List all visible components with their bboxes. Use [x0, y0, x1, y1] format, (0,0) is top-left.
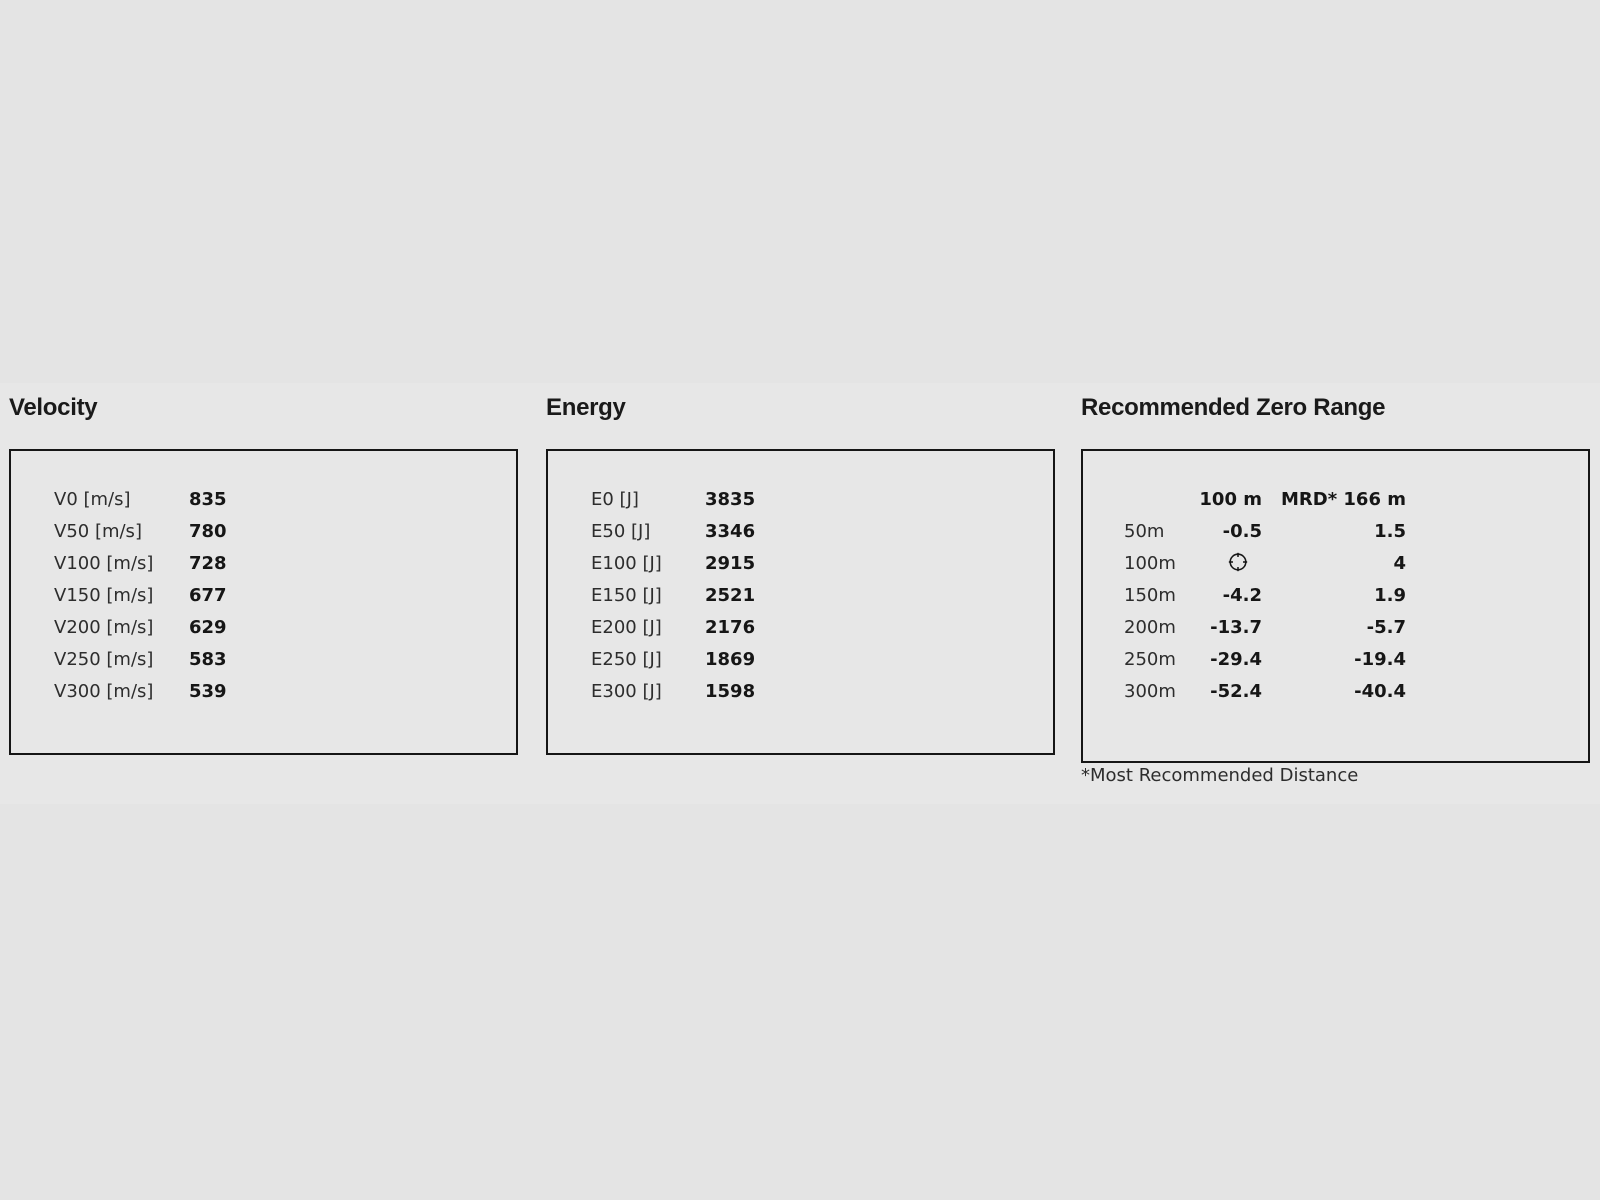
- row-value-mrd: 4: [1393, 552, 1406, 574]
- row-value: 2915: [705, 552, 756, 574]
- row-label: V300 [m/s]: [54, 680, 154, 702]
- row-label: E100 [J]: [591, 552, 662, 574]
- table-row: [548, 579, 1053, 611]
- table-row: [1083, 675, 1588, 707]
- row-value-100m: -4.2: [1222, 584, 1262, 606]
- table-row: [11, 643, 516, 675]
- row-label: V200 [m/s]: [54, 616, 154, 638]
- row-label: E300 [J]: [591, 680, 662, 702]
- table-row: [11, 547, 516, 579]
- table-row: [11, 611, 516, 643]
- row-label: E0 [J]: [591, 488, 639, 510]
- table-row: [1083, 611, 1588, 643]
- velocity-panel: [9, 383, 518, 804]
- row-value: 1869: [705, 648, 756, 670]
- row-label: 150m: [1124, 584, 1176, 606]
- row-value: 2176: [705, 616, 756, 638]
- velocity-table: [9, 449, 518, 755]
- row-value-100m: -29.4: [1210, 648, 1262, 670]
- row-label: 100m: [1124, 552, 1176, 574]
- table-row: [548, 515, 1053, 547]
- row-value: 3346: [705, 520, 756, 542]
- ballistics-section: [0, 383, 1600, 804]
- row-value: 2521: [705, 584, 756, 606]
- table-row: [548, 675, 1053, 707]
- table-row: [11, 579, 516, 611]
- zero-range-header-row: [1083, 483, 1588, 515]
- table-row: [1083, 643, 1588, 675]
- row-value: 539: [189, 680, 227, 702]
- reticle-icon: [1227, 551, 1249, 573]
- row-label: E50 [J]: [591, 520, 651, 542]
- row-label: V250 [m/s]: [54, 648, 154, 670]
- velocity-title: Velocity: [9, 394, 98, 421]
- column-header-mrd: MRD* 166 m: [1281, 488, 1406, 510]
- row-value-mrd: -5.7: [1366, 616, 1406, 638]
- energy-title: Energy: [546, 394, 626, 421]
- row-value-mrd: 1.9: [1374, 584, 1406, 606]
- row-label: E200 [J]: [591, 616, 662, 638]
- row-label: E250 [J]: [591, 648, 662, 670]
- table-row: [548, 611, 1053, 643]
- row-value-100m: [1194, 551, 1262, 575]
- row-value: 3835: [705, 488, 756, 510]
- row-label: 200m: [1124, 616, 1176, 638]
- row-label: E150 [J]: [591, 584, 662, 606]
- row-label: 50m: [1124, 520, 1165, 542]
- table-row: [11, 483, 516, 515]
- table-row: [1083, 515, 1588, 547]
- zero-range-panel: [1081, 383, 1590, 804]
- row-value: 835: [189, 488, 227, 510]
- row-value-100m: -0.5: [1222, 520, 1262, 542]
- energy-panel: [546, 383, 1055, 804]
- row-value-mrd: -19.4: [1354, 648, 1406, 670]
- table-row: [548, 483, 1053, 515]
- zero-range-table: [1081, 449, 1590, 763]
- zero-range-title: Recommended Zero Range: [1081, 394, 1386, 421]
- column-header-100m: 100 m: [1199, 488, 1262, 510]
- table-row: [1083, 547, 1588, 579]
- row-value-mrd: -40.4: [1354, 680, 1406, 702]
- table-row: [11, 675, 516, 707]
- row-label: V100 [m/s]: [54, 552, 154, 574]
- row-value-mrd: 1.5: [1374, 520, 1406, 542]
- energy-table: [546, 449, 1055, 755]
- row-value: 629: [189, 616, 227, 638]
- row-value: 677: [189, 584, 227, 606]
- table-row: [11, 515, 516, 547]
- row-value: 728: [189, 552, 227, 574]
- row-label: V0 [m/s]: [54, 488, 131, 510]
- table-row: [548, 547, 1053, 579]
- table-row: [548, 643, 1053, 675]
- row-label: V150 [m/s]: [54, 584, 154, 606]
- row-value: 583: [189, 648, 227, 670]
- row-label: V50 [m/s]: [54, 520, 142, 542]
- row-label: 300m: [1124, 680, 1176, 702]
- mrd-footnote: *Most Recommended Distance: [1081, 765, 1359, 786]
- row-value-100m: -13.7: [1210, 616, 1262, 638]
- row-label: 250m: [1124, 648, 1176, 670]
- table-row: [1083, 579, 1588, 611]
- row-value: 780: [189, 520, 227, 542]
- row-value: 1598: [705, 680, 756, 702]
- row-value-100m: -52.4: [1210, 680, 1262, 702]
